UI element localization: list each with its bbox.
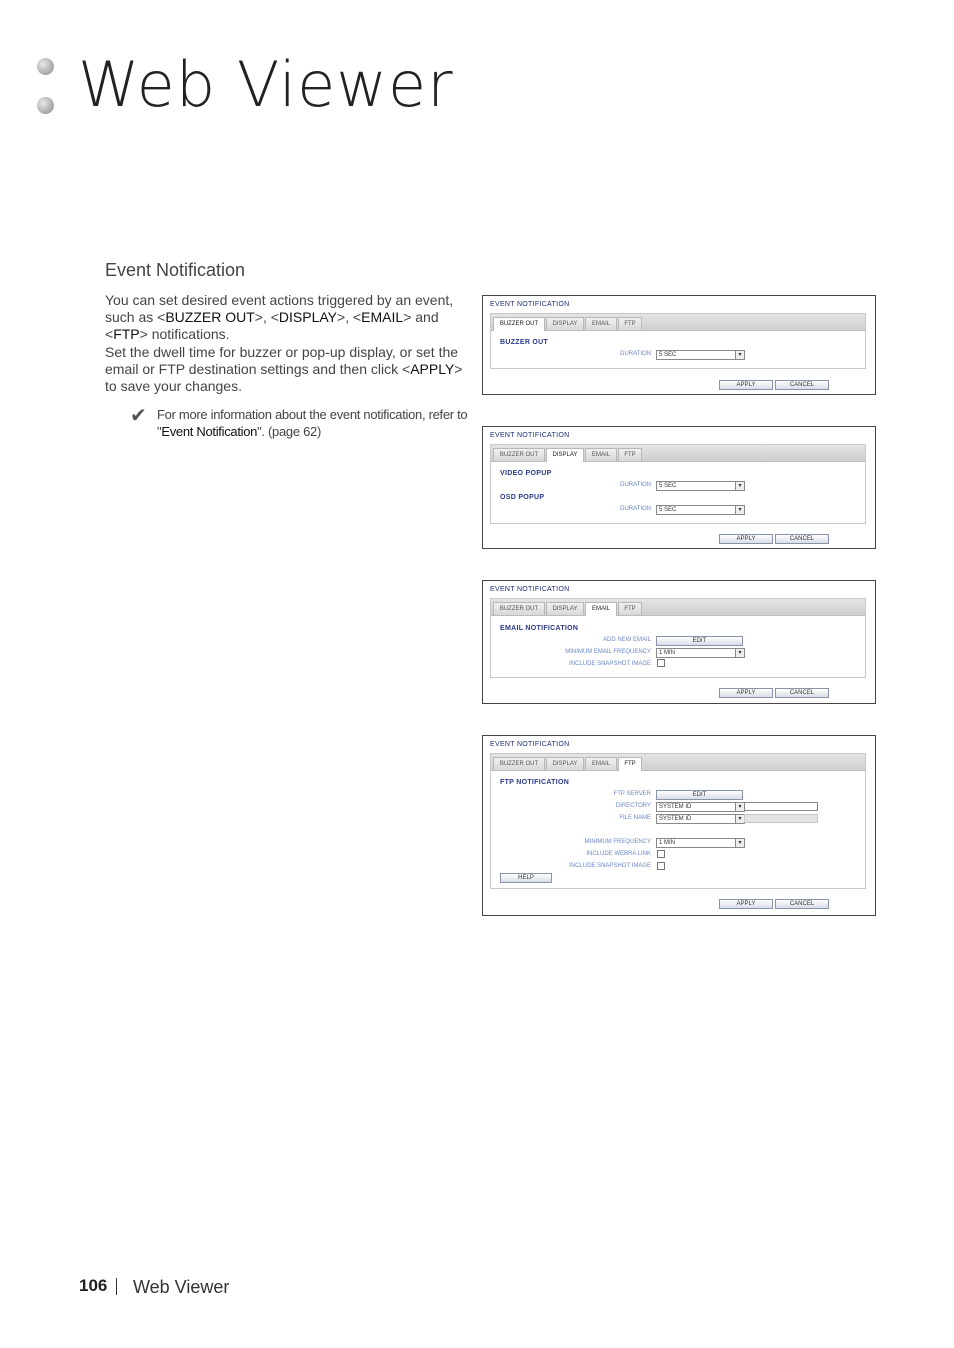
text: For more information about the event notification, refer to ": [157, 407, 468, 439]
text: > notifications.: [139, 326, 230, 343]
chevron-down-icon[interactable]: ▾: [735, 803, 744, 811]
chapter-title: Web Viewer: [78, 48, 454, 121]
osd-popup-heading: OSD POPUP: [500, 494, 545, 501]
keyword: APPLY: [410, 360, 455, 377]
video-duration-label: DURATION: [620, 482, 651, 488]
tab-ftp[interactable]: FTP: [618, 757, 642, 771]
buzzer-heading: BUZZER OUT: [500, 339, 549, 346]
footer-label: Web Viewer: [133, 1277, 230, 1297]
note-reference: Event Notification: [161, 424, 258, 439]
text: > to save your changes.: [105, 360, 463, 395]
tab-display[interactable]: DISPLAY: [546, 317, 584, 330]
tab-bar: [491, 314, 865, 331]
tab-ftp[interactable]: FTP: [618, 317, 642, 330]
webra-link-label: INCLUDE WEBRA LINK: [586, 851, 651, 857]
duration-label: DURATION: [620, 351, 651, 357]
paragraph-2: [105, 344, 470, 396]
tab-display[interactable]: DISPLAY: [546, 757, 584, 770]
webra-link-checkbox[interactable]: [657, 850, 665, 858]
email-frequency-label: MINIMUM EMAIL FREQUENCY: [565, 649, 651, 655]
ftp-snapshot-checkbox[interactable]: [657, 862, 665, 870]
directory-input[interactable]: [744, 802, 818, 811]
cancel-button[interactable]: CANCEL: [775, 534, 829, 544]
email-panel: [482, 580, 876, 704]
cancel-button[interactable]: CANCEL: [775, 380, 829, 390]
paragraph-1: [105, 292, 470, 344]
buzzer-out-panel: [482, 295, 876, 395]
ftp-frequency-label: MINIMUM FREQUENCY: [584, 839, 651, 845]
text: Set the dwell time for buzzer or pop-up display, or set the email or FTP destination settings and then click <: [105, 343, 459, 377]
email-snapshot-label: INCLUDE SNAPSHOT IMAGE: [569, 661, 651, 667]
text: You can set desired event actions triggered by an event, such as <: [105, 292, 454, 326]
ftp-snapshot-label: INCLUDE SNAPSHOT IMAGE: [569, 863, 651, 869]
apply-button[interactable]: APPLY: [719, 688, 773, 698]
add-email-label: ADD NEW EMAIL: [602, 637, 651, 643]
tab-buzzer-out[interactable]: BUZZER OUT: [493, 317, 545, 331]
ftp-server-label: FTP SERVER: [613, 791, 651, 797]
keyword: EMAIL: [361, 309, 404, 326]
chevron-down-icon[interactable]: ▾: [735, 506, 744, 514]
tab-bar: [491, 754, 865, 771]
select-value: SYSTEM ID: [659, 804, 692, 810]
chevron-down-icon[interactable]: ▾: [735, 351, 744, 359]
tab-email[interactable]: EMAIL: [585, 602, 617, 616]
footer-divider: [116, 1278, 117, 1295]
chevron-down-icon[interactable]: ▾: [735, 839, 744, 847]
chevron-down-icon[interactable]: ▾: [735, 815, 744, 823]
select-value: 5 SEC: [659, 352, 677, 358]
ftp-panel: [482, 735, 876, 916]
help-button[interactable]: HELP: [500, 873, 552, 883]
keyword: FTP: [113, 326, 140, 343]
tab-ftp[interactable]: FTP: [618, 448, 642, 461]
file-name-label: FILE NAME: [619, 815, 651, 821]
panel-title: EVENT NOTIFICATION: [490, 432, 570, 439]
keyword: DISPLAY: [278, 309, 338, 326]
text: > and <: [105, 309, 439, 343]
section-heading: Event Notification: [105, 260, 246, 280]
osd-duration-select[interactable]: [656, 505, 745, 515]
chevron-down-icon[interactable]: ▾: [735, 649, 744, 657]
panel-title: EVENT NOTIFICATION: [490, 586, 570, 593]
tab-bar: [491, 599, 865, 616]
tab-buzzer-out[interactable]: BUZZER OUT: [493, 448, 545, 461]
panel-body: [490, 598, 866, 678]
text: ". (page 62): [257, 424, 321, 439]
note-text: [157, 406, 472, 440]
edit-email-button[interactable]: EDIT: [656, 636, 743, 646]
checkmark-icon: ✔: [130, 405, 147, 427]
ftp-frequency-select[interactable]: [656, 838, 745, 848]
display-panel: [482, 426, 876, 549]
file-name-select[interactable]: [656, 814, 745, 824]
tab-display[interactable]: DISPLAY: [546, 602, 584, 615]
chevron-down-icon[interactable]: ▾: [735, 482, 744, 490]
grey-sphere-icon: [37, 58, 54, 75]
tab-ftp[interactable]: FTP: [618, 602, 642, 615]
video-popup-heading: VIDEO POPUP: [500, 470, 552, 477]
edit-ftp-server-button[interactable]: EDIT: [656, 790, 743, 800]
email-snapshot-checkbox[interactable]: [657, 659, 665, 667]
select-value: 1 MIN: [659, 650, 676, 656]
select-value: SYSTEM ID: [659, 816, 692, 822]
tab-email[interactable]: EMAIL: [585, 317, 617, 330]
directory-select[interactable]: [656, 802, 745, 812]
text: >, <: [254, 309, 279, 326]
apply-button[interactable]: APPLY: [719, 380, 773, 390]
select-value: 5 SEC: [659, 483, 677, 489]
cancel-button[interactable]: CANCEL: [775, 899, 829, 909]
email-frequency-select[interactable]: [656, 648, 745, 658]
tab-buzzer-out[interactable]: BUZZER OUT: [493, 757, 545, 770]
tab-email[interactable]: EMAIL: [585, 448, 617, 461]
panel-title: EVENT NOTIFICATION: [490, 741, 570, 748]
panel-title: EVENT NOTIFICATION: [490, 301, 570, 308]
tab-buzzer-out[interactable]: BUZZER OUT: [493, 602, 545, 615]
panel-body: [490, 313, 866, 369]
tab-bar: [491, 445, 865, 462]
cancel-button[interactable]: CANCEL: [775, 688, 829, 698]
video-duration-select[interactable]: [656, 481, 745, 491]
keyword: BUZZER OUT: [165, 309, 255, 326]
select-value: 5 SEC: [659, 507, 677, 513]
panel-body: [490, 444, 866, 524]
panel-body: [490, 753, 866, 889]
body-text: [105, 292, 470, 395]
text: >, <: [337, 309, 362, 326]
tab-display[interactable]: DISPLAY: [546, 448, 584, 462]
ftp-notification-heading: FTP NOTIFICATION: [500, 779, 570, 786]
file-name-input: [744, 814, 818, 823]
select-value: 1 MIN: [659, 840, 676, 846]
apply-button[interactable]: APPLY: [719, 899, 773, 909]
apply-button[interactable]: APPLY: [719, 534, 773, 544]
osd-duration-label: DURATION: [620, 506, 651, 512]
duration-select[interactable]: [656, 350, 745, 360]
directory-label: DIRECTORY: [615, 803, 651, 809]
grey-sphere-icon: [37, 97, 54, 114]
email-notification-heading: EMAIL NOTIFICATION: [500, 625, 579, 632]
tab-email[interactable]: EMAIL: [585, 757, 617, 770]
page-number: 106: [79, 1276, 108, 1295]
